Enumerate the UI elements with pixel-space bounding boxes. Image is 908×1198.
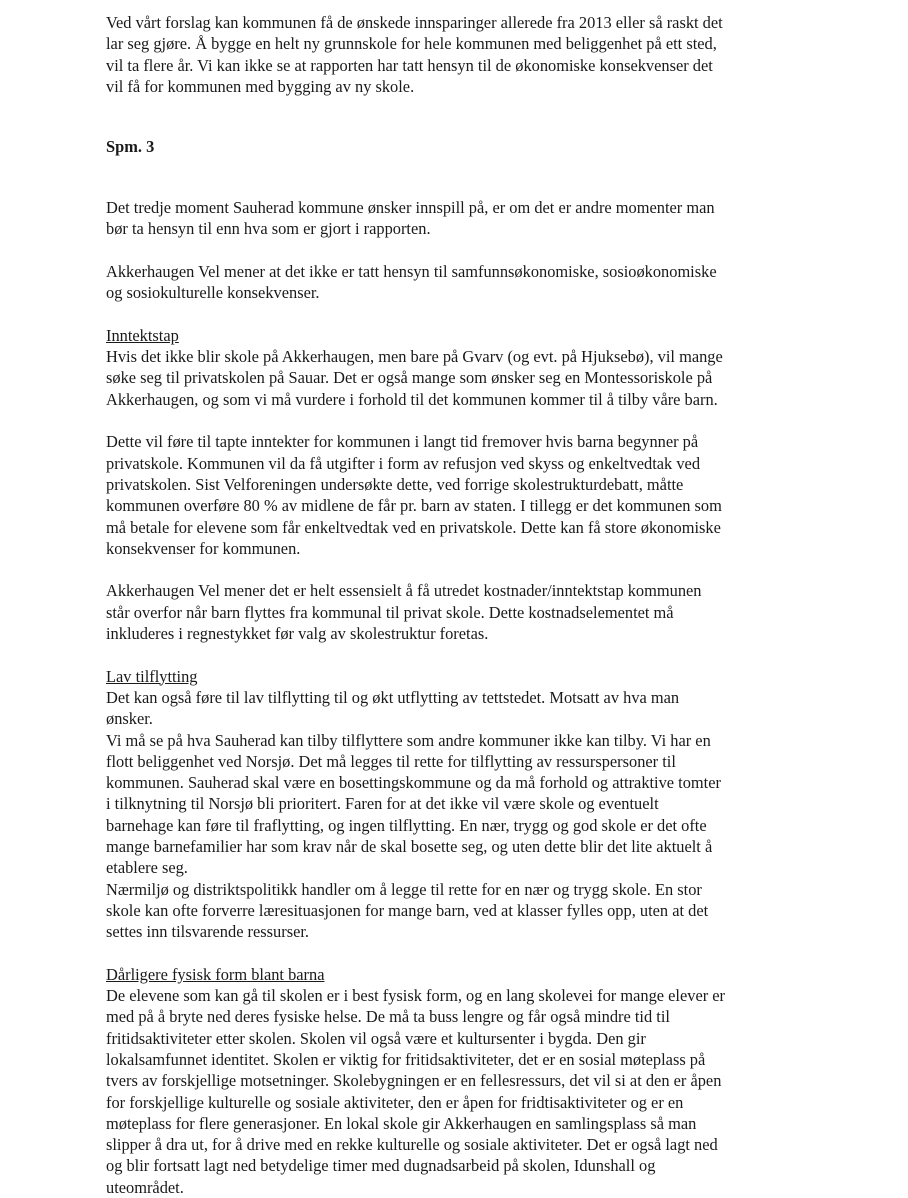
text-line: slipper å dra ut, for å drive med en rekke kulturelle og sosiale aktiviteter. Det er også lagt ned [106,1135,718,1155]
text-line: bør ta hensyn til enn hva som er gjort i rapporten. [106,219,431,239]
spm3-paragraph-2 [106,261,806,304]
text-line: mange barnefamilier har som krav når de skal bosette seg, og uten dette blir det lite aktuelt å [106,836,713,856]
spacer [106,97,806,118]
spacer [106,158,806,179]
document-page [106,12,806,1198]
spacer [106,942,806,963]
text-line: kommunen. Sauherad skal være en bosettingskommune og da må forhold og attraktive tomter [106,773,721,793]
tilflytting-paragraph [106,687,806,943]
text-line: Vi må se på hva Sauherad kan tilby tilflyttere som andre kommuner ikke kan tilby. Vi har en [106,730,711,750]
text-line: Ved vårt forslag kan kommunen få de ønskede innsparinger allerede fra 2013 eller så raskt det [106,13,723,32]
inntektstap-paragraph-2 [106,431,806,559]
text-line: privatskolen. Sist Velforeningen undersøkte dette, ved forrige skolestrukturdebatt, måtte [106,474,684,494]
spacer [106,240,806,261]
text-line: Dette vil føre til tapte inntekter for kommunen i langt tid fremover hvis barna begynner på [106,432,699,452]
text-line: må betale for elevene som får enkeltvedtak ved en privatskole. Dette kan få store økonomiske [106,517,721,537]
subheading-lav-tilflytting: Lav tilflytting [106,666,198,686]
inntektstap-paragraph-1 [106,346,806,410]
text-line: tvers av forskjellige motsetninger. Skolebygningen er en fellesressurs, det vil si at den er åpen [106,1071,722,1091]
intro-paragraph [106,12,806,97]
subheading-inntektstap: Inntektstap [106,325,179,345]
text-line: fritidsaktiviteter etter skolen. Skolen vil også være et kultursenter i bygda. Den gir [106,1028,646,1048]
text-line: i tilknytning til Norsjø bli prioritert. Faren for at det ikke vil være skole og eventuelt [106,794,659,814]
inntektstap-paragraph-3 [106,580,806,644]
text-line: lar seg gjøre. Å bygge en helt ny grunnskole for hele kommunen med beliggenhet på ett sted, [106,34,717,54]
text-line: lokalsamfunnet identitet. Skolen er viktig for fritidsaktiviteter, det er en sosial møteplass på [106,1049,706,1069]
text-line: skole kan ofte forverre læresituasjonen for mange barn, ved at klasser fylles opp, uten at det [106,900,709,920]
spacer [106,304,806,325]
text-line: vil få for kommunen med bygging av ny skole. [106,76,415,96]
text-line: og blir fortsatt lagt ned betydelige timer med dugnadsarbeid på skolen, Idunshall og [106,1156,656,1176]
text-line: barnehage kan føre til fraflytting, og ingen tilflytting. En nær, trygg og god skole er det ofte [106,815,707,835]
text-line: Nærmiljø og distriktspolitikk handler om å legge til rette for en nær og trygg skole. En stor [106,879,702,899]
text-line: og sosiokulturelle konsekvenser. [106,283,320,303]
fysisk-paragraph [106,985,806,1198]
text-line: møteplass for flere generasjoner. En lokal skole gir Akkerhaugen en samlingsplass så man [106,1113,697,1133]
spacer [106,118,806,136]
text-line: Akkerhaugen Vel mener at det ikke er tatt hensyn til samfunnsøkonomiske, sosioøkonomiske [106,261,717,281]
text-line: konsekvenser for kommunen. [106,538,301,558]
text-line: etablere seg. [106,858,188,878]
spacer [106,179,806,197]
text-line: Hvis det ikke blir skole på Akkerhaugen, men bare på Gvarv (og evt. på Hjuksebø), vil mange [106,347,723,367]
text-line: kommunen overføre 80 % av midlene de får pr. barn av staten. I tillegg er det kommunen som [106,496,722,516]
text-line: Det kan også føre til lav tilflytting til og økt utflytting av tettstedet. Motsatt av hva man [106,687,680,707]
text-line: flott beliggenhet ved Norsjø. Det må legges til rette for tilflytting av ressurspersoner til [106,751,676,771]
spacer [106,559,806,580]
section-heading-spm3: Spm. 3 [106,137,155,157]
text-line: søke seg til privatskolen på Sauar. Det er også mange som ønsker seg en Montessoriskole på [106,368,713,388]
text-line: privatskole. Kommunen vil da få utgifter i form av refusjon ved skyss og enkeltvedtak ved [106,453,701,473]
text-line: De elevene som kan gå til skolen er i best fysisk form, og en lang skolevei for mange elever er [106,986,726,1006]
text-line: vil ta flere år. Vi kan ikke se at rapporten har tatt hensyn til de økonomiske konsekvenser det [106,55,713,75]
spacer [106,644,806,665]
spacer [106,410,806,431]
text-line: inkluderes i regnestykket før valg av skolestruktur foretas. [106,624,489,644]
text-line: for forskjellige kulturelle og sosiale aktiviteter, den er åpen for fridtisaktiviteter og er en [106,1092,684,1112]
text-line: står overfor når barn flyttes fra kommunal til privat skole. Dette kostnadselementet må [106,602,674,622]
text-line: Det tredje moment Sauherad kommune ønsker innspill på, er om det er andre momenter man [106,198,715,218]
text-line: med på å bryte ned deres fysiske helse. De må ta buss lengre og får også mindre tid til [106,1007,670,1027]
spm3-paragraph-1 [106,197,806,240]
text-line: ønsker. [106,709,153,729]
text-line: settes inn tilsvarende ressurser. [106,922,310,942]
text-line: Akkerhaugen, og som vi må vurdere i forhold til det kommunen kommer til å tilby våre barn. [106,389,718,409]
text-line: Akkerhaugen Vel mener det er helt essensielt å få utredet kostnader/inntektstap kommunen [106,581,702,601]
subheading-fysisk-form: Dårligere fysisk form blant barna [106,964,325,984]
text-line: uteområdet. [106,1177,184,1197]
